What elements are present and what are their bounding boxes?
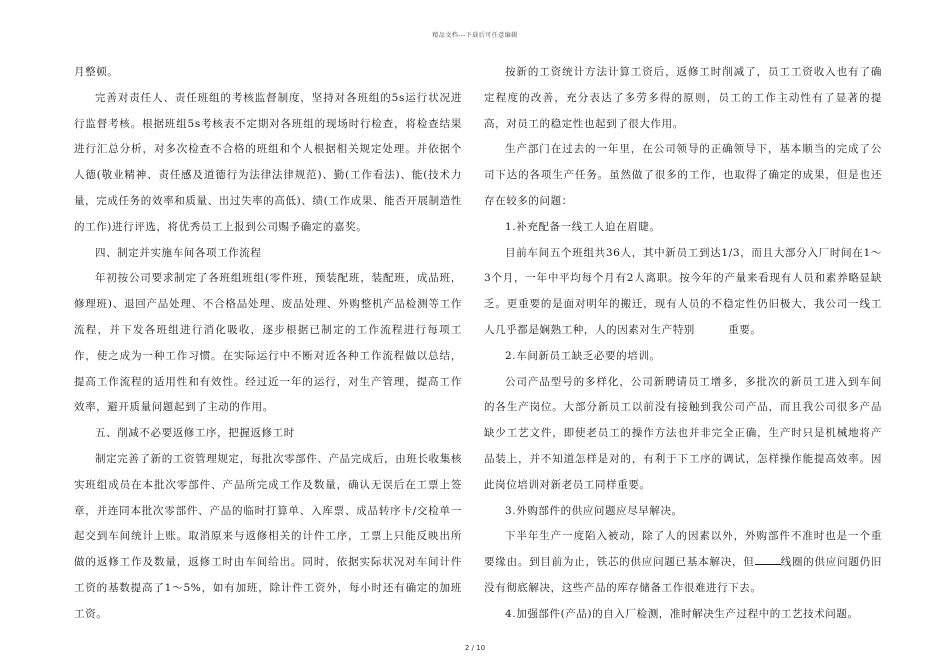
problem-body-3-end: 线圈的供应问题仍旧没有彻底解决，这些产品的库存储备工作很难进行下去。 xyxy=(484,556,882,594)
problem-heading-3: 3.外购部件的供应问题应尽早解决。 xyxy=(505,504,683,517)
problem-body-2: 公司产品型号的多样化，公司新聘请员工增多，多批次的新员工进入到车间的各生产岗位。大部分新员工以前没有接触到我公司产品，而且我公司很多产品缺少工艺文件，即使老员工的操作方法也并非完全正确，生产时只是机械地将产品装上，并不知道怎样是对的，有利于下工序的调试，怎样操作能提高效率。因此岗位培训对新老员工同样重要。 xyxy=(484,375,882,491)
problem-body-3 xyxy=(484,524,882,601)
problem-body-3-start: 下半年生产一度陷入被动，除了人的因素以外，外购部件不准时也是一个重要缘由。到目前为止，铁芯的供应问题已基本解决，但 xyxy=(484,530,882,569)
section-heading-4: 四、制定并实施车间各项工作流程 xyxy=(95,246,262,259)
problem-heading-1: 1.补充配备一线工人迫在眉睫。 xyxy=(505,220,661,233)
right-column xyxy=(484,60,882,628)
paragraph-wage-rules: 制定完善了新的工资管理规定，每批次零部件、产品完成后，由班长收集核实班组成员在本批次零部件、产品所完成工作及数量，确认无误后在工票上签章，并连同本批次零部件、产品的临时打算单、入库票、成品转序卡/交检单一起交到车间统计上账。取消原来与返修相关的计件工序，工票上只能反映出所做的返修工作及数量，返修工时由车间给出。同时，依据实际状况对车间计件工资的基数提高了1～5%，如有加班，除计件工资外，每小时还有确定的加班工资。 xyxy=(74,452,462,620)
blank-underline xyxy=(755,554,781,565)
page-header: 精品文档---下载后可任意编辑 xyxy=(432,32,518,39)
paragraph-wage-result: 按新的工资统计方法计算工资后，返修工时削减了，员工工资收入也有了确定程度的改善，充分表达了多劳多得的原则，员工的工作主动性有了显著的提高，对员工的稳定性也起到了很大作用。 xyxy=(484,66,882,130)
page-number: 2 / 10 xyxy=(464,644,486,652)
paragraph-problems-intro: 生产部门在过去的一年里，在公司领导的正确领导下，基本顺当的完成了公司下达的各项生产任务。虽然做了很多的工作，也取得了确定的成果，但是也还存在较多的问题： xyxy=(484,143,882,207)
left-column xyxy=(74,60,462,628)
paragraph-workflow: 年初按公司要求制定了各班组班组(零件班，预装配班，装配班，成品班，修理班)、退回产品处理、不合格品处理、废品处理、外购整机产品检测等工作流程，并下发各班组进行消化吸收，逐步根据已制定的工作流程进行每项工作，使之成为一种工作习惯。在实际运行中不断对近各种工作流程做以总结，提高工作流程的适用性和有效性。经过近一年的运行，对生产管理，提高工作效率，避开质量问题起到了主动的作用。 xyxy=(74,272,462,414)
paragraph-continuation: 月整顿。 xyxy=(74,66,119,78)
section-heading-5: 五、削减不必要返修工序，把握返修工时 xyxy=(95,427,295,440)
problem-heading-2: 2.车间新员工缺乏必要的培训。 xyxy=(505,349,661,362)
problem-body-1: 目前车间五个班组共36人，其中新员工到达1/3，而且大部分入厂时间在1～3个月，一年中平均每个月有2人离职。按今年的产量来看现有人员和素养略显缺乏。更重要的是面对明年的搬迁，现有人员的不稳定性仍旧极大，我公司一线工人几乎都是娴熟工种，人的因素对生产特别 重要。 xyxy=(484,246,882,336)
problem-heading-4: 4.加强部件(产品)的自入厂检测，准时解决生产过程中的工艺技术问题。 xyxy=(505,607,859,620)
paragraph-assessment: 完善对责任人、责任班组的考核监督制度，坚持对各班组的5s运行状况进行监督考核。根据班组5s考核表不定期对各班组的现场时行检查，将检查结果进行汇总分析，对多次检查不合格的班组和个人根据相关规定处理。并依据个人德(敬业精神、责任感及道德行为法律法律规范)、勤(工作看法)、能(技术力量，完成任务的效率和质量、出过失率的高低)、绩(工作成果、能否开展制造性的工作)进行评选，将优秀员工上报到公司赐予确定的嘉奖。 xyxy=(74,91,462,233)
